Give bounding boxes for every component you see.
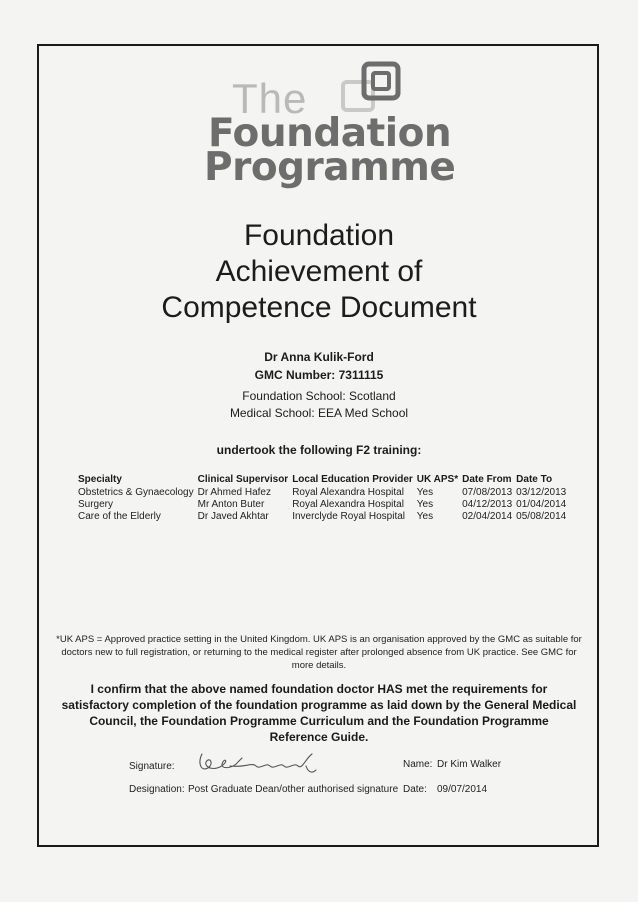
document-title bbox=[0, 218, 638, 326]
cell-supervisor: Mr Anton Buter bbox=[197, 499, 265, 510]
cell-uk-aps: Yes bbox=[416, 499, 434, 510]
col-clinical-supervisor: Clinical Supervisor bbox=[197, 474, 289, 485]
cell-date-from: 07/08/2013 bbox=[462, 487, 513, 498]
title-line-2: Achievement of bbox=[215, 255, 423, 288]
cell-supervisor: Dr Ahmed Hafez bbox=[197, 487, 271, 498]
col-uk-aps: UK APS* bbox=[416, 474, 459, 485]
handwritten-signature bbox=[194, 748, 324, 778]
cell-specialty: Obstetrics & Gynaecology bbox=[78, 487, 194, 498]
logo-programme: Programme bbox=[204, 145, 456, 190]
foundation-school: Foundation School: Scotland bbox=[242, 389, 396, 403]
gmc-number: GMC Number: 7311115 bbox=[254, 368, 384, 382]
cell-date-from: 02/04/2014 bbox=[462, 511, 513, 522]
training-table bbox=[78, 474, 570, 523]
cell-specialty: Care of the Elderly bbox=[78, 511, 161, 522]
cell-date-to: 05/08/2014 bbox=[516, 511, 567, 522]
cell-supervisor: Dr Javed Akhtar bbox=[197, 511, 269, 522]
table-row bbox=[78, 499, 570, 511]
name-value: Dr Kim Walker bbox=[437, 759, 502, 770]
designation-value: Post Graduate Dean/other authorised signature bbox=[188, 784, 399, 795]
cell-date-to: 03/12/2013 bbox=[516, 487, 567, 498]
table-row bbox=[78, 487, 570, 499]
name-label: Name: bbox=[403, 759, 433, 770]
medical-school: Medical School: EEA Med School bbox=[229, 406, 409, 420]
doctor-name: Dr Anna Kulik-Ford bbox=[264, 350, 374, 364]
designation-label: Designation: bbox=[129, 784, 185, 795]
interlocking-squares-icon bbox=[340, 60, 402, 116]
date-value: 09/07/2014 bbox=[437, 784, 488, 795]
table-row bbox=[78, 511, 570, 523]
date-label: Date: bbox=[403, 784, 427, 795]
cell-provider: Royal Alexandra Hospital bbox=[292, 499, 404, 510]
col-date-from: Date From bbox=[462, 474, 512, 485]
cell-uk-aps: Yes bbox=[416, 487, 434, 498]
col-date-to: Date To bbox=[516, 474, 553, 485]
col-specialty: Specialty bbox=[78, 474, 122, 485]
cell-date-from: 04/12/2013 bbox=[462, 499, 513, 510]
logo-the: The bbox=[232, 75, 308, 122]
foundation-programme-logo bbox=[0, 0, 638, 200]
table-header-row bbox=[78, 474, 570, 487]
logo-foundation: Foundation bbox=[208, 111, 452, 156]
title-line-3: Competence Document bbox=[161, 291, 477, 324]
uk-aps-footnote: *UK APS = Approved practice setting in the United Kingdom. UK APS is an organisation approved by the GMC as suitable for doctors new to full registration, or returning to the medical register after prolonged absence from UK practice. See GMC for more details. bbox=[56, 634, 582, 671]
confirmation-statement: I confirm that the above named foundation doctor HAS met the requirements for satisfactory completion of the foundation programme as laid down by the General Medical Council, the Foundation Programme Curriculum and the Foundation Programme Reference Guide. bbox=[61, 682, 577, 744]
training-heading: undertook the following F2 training: bbox=[216, 443, 422, 457]
signature-label: Signature: bbox=[129, 761, 175, 772]
col-local-education-provider: Local Education Provider bbox=[292, 474, 413, 485]
cell-provider: Royal Alexandra Hospital bbox=[292, 487, 404, 498]
cell-provider: Inverclyde Royal Hospital bbox=[292, 511, 406, 522]
cell-date-to: 01/04/2014 bbox=[516, 499, 567, 510]
title-line-1: Foundation bbox=[243, 219, 395, 252]
cell-specialty: Surgery bbox=[78, 499, 114, 510]
cell-uk-aps: Yes bbox=[416, 511, 434, 522]
